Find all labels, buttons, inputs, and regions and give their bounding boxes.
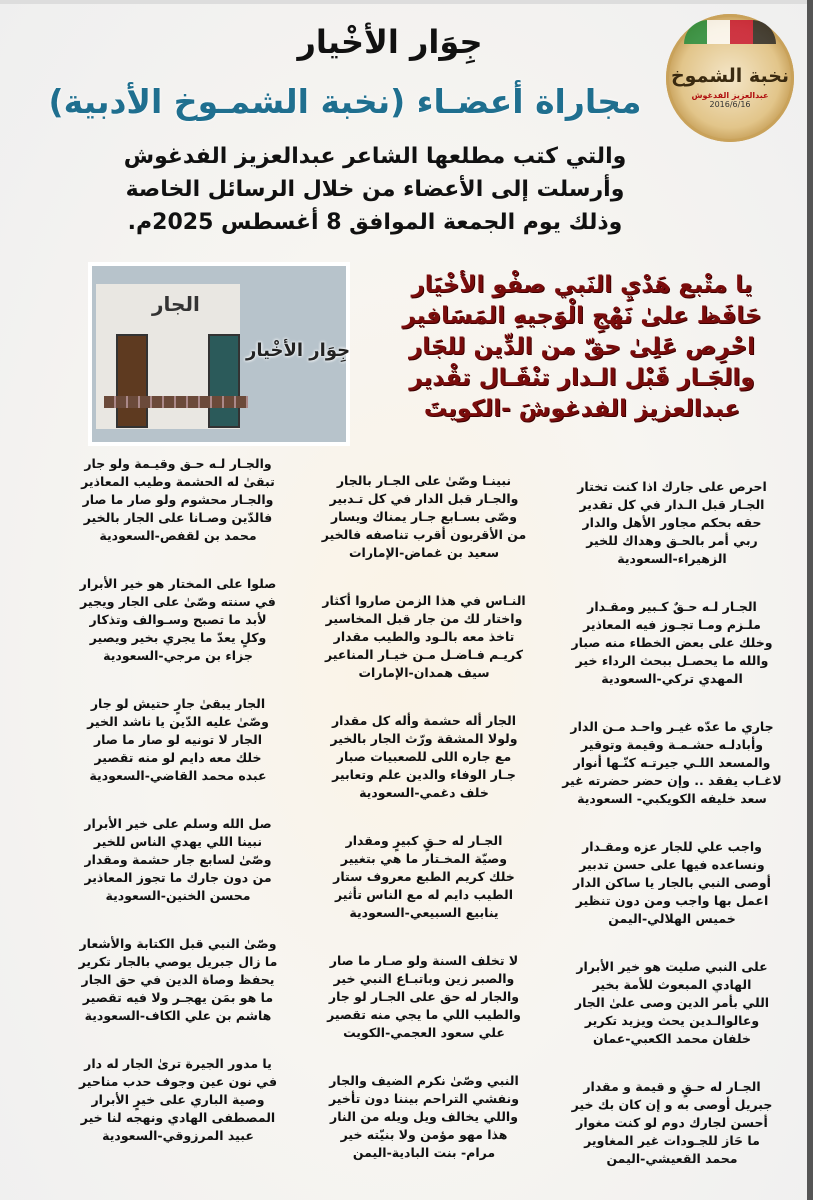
verse-block [304, 712, 544, 832]
verse-line: تبقىٰ له الحشمة وطيب المعاذير [81, 474, 275, 489]
door-icon [116, 334, 148, 428]
verse-author: خلف دغمي-السعودية [359, 785, 489, 800]
verse-line: صلوا على المختار هو خير الأبرار [79, 576, 277, 591]
verse-line: وكلٍ يعدّ ما يجري بخير ويصير [89, 630, 267, 645]
verse-block [58, 575, 298, 695]
verse-block [552, 598, 792, 718]
verse-line: ونفشي التراحم بيننا دون تأخير [328, 1091, 519, 1106]
verse-line: الطيب دايم له مع الناس تأثير [335, 887, 513, 902]
verse-block [58, 815, 298, 935]
neighbor-doors-image [88, 262, 350, 446]
verse-line: والجـار قبل الدار في كل تـدبير [329, 491, 519, 506]
verse-author: ينابيع السبيعي-السعودية [349, 905, 499, 920]
verse-line: نبينـا وصّىٰ على الجـار بالجار [336, 473, 512, 488]
verse-line: تاخذ معه بالـود والطيب مقدار [333, 629, 515, 644]
verse-line: وصّىٰ النبي قبل الكتابة والأشعار [79, 936, 277, 951]
verse-line: وعالوالـدين يحث ويزيد تكرير [584, 1013, 760, 1028]
verse-line: النبي وصّىٰ نكرم الضيف والجار [329, 1073, 519, 1088]
verse-line: خلك معه دايم لو منه تقصير [94, 750, 262, 765]
verse-line: والصبر زين وباتبـاع النبي خير [333, 971, 515, 986]
verse-author: مرام- بنت البادية-اليمن [352, 1145, 496, 1160]
verse-line: يا مدور الجيرة ترىٰ الجار له دار [84, 1056, 272, 1071]
verse-line: أحسن لجارك دوم لو كنت مغوار [576, 1115, 768, 1130]
verse-block [304, 952, 544, 1072]
verse-line: فالدّين وصـانا على الجار بالخير [83, 510, 273, 525]
verse-line: صل الله وسلم على خير الأبرار [84, 816, 272, 831]
verse-line: واختار لك من جار قبل المخاسير [325, 611, 523, 626]
verse-line: وصّى بسـابع جـار يمناك ويسار [330, 509, 518, 524]
verse-line: وأبادلـه حشـمـة وقيمة وتوقير [580, 737, 764, 752]
verse-line: وخلك على بعض الخطاء منه صبار [571, 635, 773, 650]
verse-line: يحفظ وصاة الدين في حق الجار [81, 972, 275, 987]
column-right [552, 478, 792, 1198]
verse-line: المصطفى الهادي ونهجه لنا خير [80, 1110, 276, 1125]
verse-line: النـاس في هذا الزمن صاروا أكثار [322, 593, 526, 608]
door-icon [208, 334, 240, 428]
verse-line: ما حَاز للجـودات غير المغاوير [584, 1133, 760, 1148]
verse-block [552, 838, 792, 958]
intro-line: وأرسلت إلى الأعضاء من خلال الرسائل الخاصة [125, 177, 625, 202]
verse-line: ما هو بمَن يهجـر ولا فيه تقصير [82, 990, 274, 1005]
verse-author: محمد القعيشي-اليمن [606, 1151, 738, 1166]
verse-block [58, 935, 298, 1055]
verse-block [58, 1055, 298, 1175]
verse-line: الجـار لـه حـقٌ كـبير ومقـدار [587, 599, 757, 614]
top-border [0, 0, 807, 4]
poem-author: عبدالعزيز الفدغوشَ -الكويتَ [423, 396, 741, 422]
verse-line: من الأقربون أقرب تناصفه فالخير [321, 527, 527, 542]
poem-line: والجَـار قَبْل الـدار تنْقَـال تقْدير [409, 365, 755, 391]
verse-author: خلفان محمد الكعبي-عمان [592, 1031, 752, 1046]
verse-line: نبينا اللي يهدي الناس للخير [93, 834, 263, 849]
verse-line: واللي يخالف ويل ويله من النار [330, 1109, 518, 1124]
verse-line: واجب علي للجار عزه ومقـدار [582, 839, 762, 854]
intro-line: وذلك يوم الجمعة الموافق 8 أغسطس 2025م. [127, 210, 623, 235]
verse-block [552, 718, 792, 838]
verse-line: في سنته وصّىٰ على الجار ويجير [80, 594, 276, 609]
verse-block [552, 958, 792, 1078]
verse-line: الجار لا تونيه لو صار ما صار [93, 732, 263, 747]
verse-line: حقه بحكم مجاور الأهل والدار [582, 515, 762, 530]
verse-line: اعمل بها واجب ومن دون تنظير [575, 893, 769, 908]
opening-poem [362, 270, 802, 425]
image-caption: جِوَار الأخْيار [246, 340, 351, 361]
logo-name: نخبة الشموخ [670, 65, 790, 87]
verse-line: ملـزم ومـا تجـوز فيه المعاذير [583, 617, 761, 632]
verse-line: لأبد ما تصبح وسـوالف وتذكار [89, 612, 267, 627]
verse-line: جبريل أوصى به و إن كان بك خير [571, 1097, 773, 1112]
verse-line: الجـار قبل الـدار في كل تقدير [579, 497, 765, 512]
verse-block [304, 592, 544, 712]
verse-line: وصّىٰ عليه الدّين يا ناشد الخير [87, 714, 269, 729]
verse-block [304, 1072, 544, 1192]
intro-text [90, 140, 660, 239]
verse-block [304, 832, 544, 952]
verse-author: خميس الهلالي-اليمن [608, 911, 736, 926]
verse-author: سعد خليفه الكويكبي- السعودية [577, 791, 767, 806]
verse-line: والله ما يحصـل ببحث الرداء خير [575, 653, 769, 668]
verse-line: والجار له حق على الجـار لو جار [328, 989, 520, 1004]
verse-line: والمسعد اللـي جيرتـه كنّـها أنوار [573, 755, 771, 770]
verse-block [58, 695, 298, 815]
logo-founder: عبدالعزيز الفدغوش [691, 91, 769, 100]
verse-line: الجار أله حشمة وأله كل مقدار [331, 713, 517, 728]
nukhbat-alshumookh-logo [666, 14, 794, 142]
verse-author: سيف همدان-الإمارات [358, 665, 490, 680]
verse-line: خلك كريم الطبع معروف ستار [333, 869, 515, 884]
right-edge-bar [807, 0, 813, 1200]
verse-author: محمد بن لقفص-السعودية [99, 528, 257, 543]
verse-line: هذا مهو مؤمن ولا بنيّته خير [340, 1127, 508, 1142]
verse-author: سعيد بن غماض-الإمارات [349, 545, 499, 560]
verse-block [58, 455, 298, 575]
verse-line: لاغـاب يفقد .. وإن حضر حضرته غير [562, 773, 782, 788]
page-title: جِوَار الأخْيار [297, 23, 483, 61]
verse-block [552, 478, 792, 598]
verse-line: والجـار لـه حـق وقيـمة ولو جار [84, 456, 272, 471]
verse-block [552, 1078, 792, 1198]
brick-strip [104, 396, 248, 408]
verse-author: المهدي تركي-السعودية [601, 671, 743, 686]
verse-line: جـار الوفاء والدين علم وتعابير [332, 767, 516, 782]
verse-line: الجـار له حـقٍ كبيرٍ ومقدار [345, 833, 503, 848]
flags-emblem-icon [684, 20, 776, 44]
verse-line: جاري ما عدّه غيـر واحـد مـن الدار [570, 719, 774, 734]
verse-line: في نون عين وجوف حدب مناحير [78, 1074, 278, 1089]
verse-line: وصية الباري على خيرٍ الأبرار [91, 1092, 265, 1107]
verse-author: جزاء بن مرجي-السعودية [103, 648, 253, 663]
verse-line: ونساعده فيها على حسن تدبير [579, 857, 765, 872]
page-subtitle: مجاراة أعضـاء (نخبة الشمـوخ الأدبية) [48, 82, 642, 121]
verse-line: الجار يبقىٰ جارٍ حتيش لو جار [90, 696, 266, 711]
poem-line: حَافَظ علىٰ نَهْجِ الْوَجيهِ المَسَافير [402, 303, 762, 329]
verse-line: كريـم فـاضـل مـن خيـار المناعير [325, 647, 523, 662]
verse-author: علي سعود العجمي-الكويت [343, 1025, 505, 1040]
verse-line: الجـار له حـقٍ و قيمة و مقدار [583, 1079, 761, 1094]
intro-line: والتي كتب مطلعها الشاعر عبدالعزيز الفدغوش [123, 144, 627, 169]
verse-author: عبده محمد القاضي-السعودية [89, 768, 267, 783]
poem-line: يا متْبع هَدْيِ النَبي صفْو الأخْيَار [411, 272, 753, 298]
verse-line: ولولا المشقة ورّث الجار بالخير [330, 731, 518, 746]
verse-author: عبيد المرزوقي-السعودية [102, 1128, 254, 1143]
wall-title: الجار [152, 292, 200, 316]
verse-author: هاشم بن علي الكاف-السعودية [84, 1008, 272, 1023]
verse-line: والطيب اللي ما يجي منه تقصير [327, 1007, 521, 1022]
wall [96, 284, 240, 429]
verse-line: لا تخلف السنة ولو صـار ما صار [329, 953, 519, 968]
verse-line: من دون جارك ما تجوز المعاذير [84, 870, 272, 885]
verse-line: والجـار محشوم ولو صار ما صار [82, 492, 274, 507]
verse-line: على النبي صليت هو خير الأبرار [576, 959, 768, 974]
verse-line: اللي بأمر الدين وصى علىٰ الجار [574, 995, 770, 1010]
verse-line: ما زال جبريل يوصي بالجار تكرير [78, 954, 278, 969]
logo-date: 2016/6/16 [709, 100, 751, 109]
verse-line: وصّىٰ لسابع جار حشمة ومقدار [84, 852, 272, 867]
verse-block [304, 472, 544, 592]
column-middle [304, 472, 544, 1192]
verse-line: احرص على جارك اذا كنت تختار [577, 479, 767, 494]
column-left [58, 455, 298, 1175]
verse-line: وصيّة المخـتار ما هي بتغيير [340, 851, 508, 866]
verse-line: الهادي المبعوث للأمة بخير [592, 977, 752, 992]
verse-line: أوصى النبي بالجار يا ساكن الدار [573, 875, 771, 890]
verse-author: محسن الخنين-السعودية [105, 888, 251, 903]
verse-author: الزهيراء-السعودية [617, 551, 727, 566]
poem-line: احْرِص عَلِىٰ حقّ من الدِّين للجَار [409, 334, 755, 360]
verse-line: مع جاره اللى للصعبيات صبار [336, 749, 512, 764]
verse-line: ربي أمر بالحـق وهداك للخير [586, 533, 758, 548]
